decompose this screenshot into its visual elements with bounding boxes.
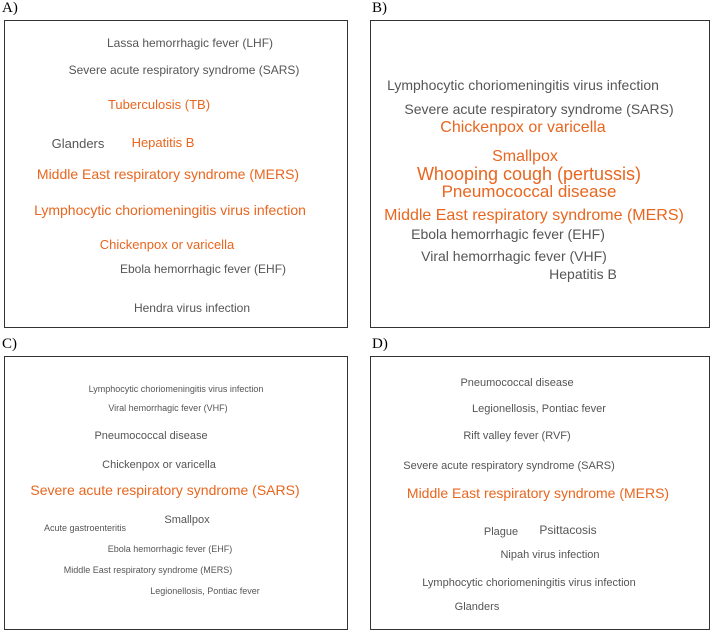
word-cloud-term: Chickenpox or varicella [440, 119, 606, 136]
word-cloud-term: Middle East respiratory syndrome (MERS) [406, 485, 670, 501]
word-cloud-term: Middle East respiratory syndrome (MERS) [63, 565, 233, 575]
word-cloud-term: Severe acute respiratory syndrome (SARS) [30, 482, 300, 498]
panel-d-label: D) [372, 336, 388, 352]
word-cloud-term: Severe acute respiratory syndrome (SARS) [68, 63, 300, 77]
panel-b-label: B) [372, 0, 387, 16]
word-cloud-term: Tuberculosis (TB) [107, 97, 211, 112]
word-cloud-term: Viral hemorrhagic fever (VHF) [421, 248, 607, 264]
word-cloud-term: Middle East respiratory syndrome (MERS) [36, 166, 300, 182]
word-cloud-term: Chickenpox or varicella [102, 459, 216, 471]
word-cloud-term: Psittacosis [539, 523, 597, 537]
word-cloud-term: Severe acute respiratory syndrome (SARS) [403, 460, 615, 472]
word-cloud-term: Hepatitis B [131, 135, 195, 150]
word-cloud-term: Legionellosis, Pontiac fever [150, 586, 260, 596]
word-cloud-term: Whooping cough (pertussis) [416, 164, 642, 184]
word-cloud-panel-d [370, 356, 710, 630]
word-cloud-term: Chickenpox or varicella [99, 237, 235, 252]
word-cloud-term: Lymphocytic choriomeningitis virus infection [422, 577, 636, 589]
word-cloud-term: Lymphocytic choriomeningitis virus infection [34, 202, 306, 218]
word-cloud-term: Lymphocytic choriomeningitis virus infection [387, 77, 659, 93]
word-cloud-term: Ebola hemorrhagic fever (EHF) [119, 262, 287, 276]
word-cloud-panel-b [370, 20, 710, 328]
word-cloud-term: Lassa hemorrhagic fever (LHF) [106, 36, 274, 50]
word-cloud-term: Hendra virus infection [133, 301, 251, 315]
word-cloud-term: Middle East respiratory syndrome (MERS) [384, 207, 684, 224]
word-cloud-term: Glanders [51, 136, 105, 151]
panel-c-label: C) [2, 336, 17, 352]
word-cloud-term: Nipah virus infection [500, 549, 600, 561]
word-cloud-term: Severe acute respiratory syndrome (SARS) [404, 101, 674, 117]
word-cloud-term: Viral hemorrhagic fever (VHF) [108, 403, 228, 413]
word-cloud-panel-c [4, 356, 348, 630]
word-cloud-term: Smallpox [164, 514, 210, 526]
word-cloud-term: Plague [483, 526, 519, 538]
word-cloud-panel-a [4, 20, 348, 328]
word-cloud-term: Rift valley fever (RVF) [463, 430, 571, 442]
word-cloud-term: Ebola hemorrhagic fever (EHF) [411, 226, 605, 242]
word-cloud-term: Hepatitis B [549, 266, 617, 282]
word-cloud-term: Ebola hemorrhagic fever (EHF) [107, 544, 233, 554]
word-cloud-term: Legionellosis, Pontiac fever [472, 403, 606, 415]
word-cloud-term: Lymphocytic choriomeningitis virus infection [88, 384, 264, 394]
word-cloud-term: Pneumococcal disease [460, 377, 574, 389]
word-cloud-term: Smallpox [492, 148, 558, 165]
word-cloud-term: Pneumococcal disease [441, 182, 617, 201]
word-cloud-term: Glanders [454, 601, 500, 613]
word-cloud-term: Acute gastroenteritis [43, 523, 127, 533]
panel-a-label: A) [2, 0, 18, 16]
word-cloud-term: Pneumococcal disease [94, 430, 208, 442]
